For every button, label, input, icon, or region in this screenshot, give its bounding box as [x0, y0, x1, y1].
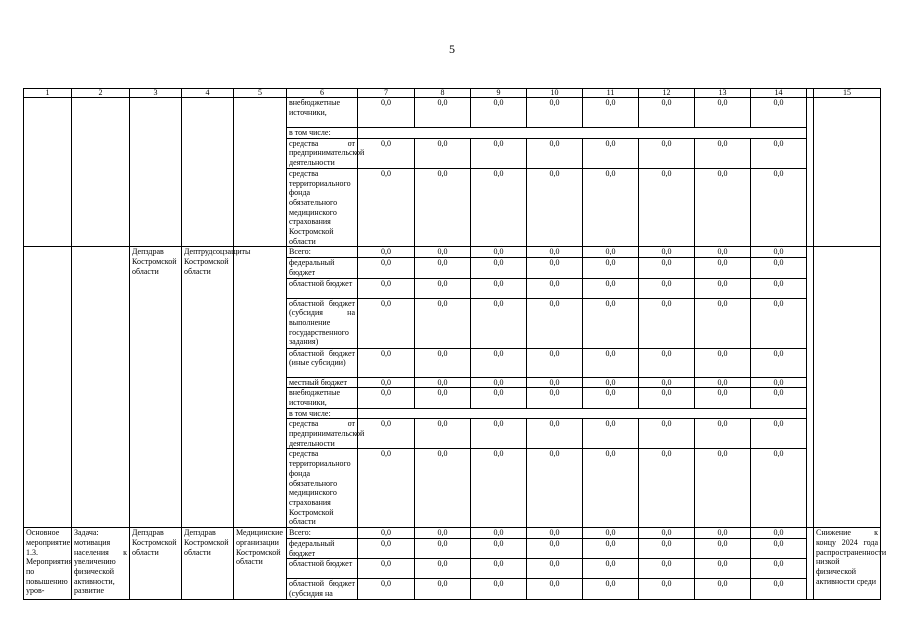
- value-cell: 0,0: [751, 298, 807, 348]
- value-cell: 0,0: [639, 419, 695, 449]
- value-cell: 0,0: [695, 538, 751, 558]
- value-cell: 0,0: [471, 419, 527, 449]
- column-header: 3: [130, 89, 182, 98]
- header-row: [24, 89, 881, 98]
- value-cell: 0,0: [639, 449, 695, 528]
- funding-source: федеральный бюджет: [287, 538, 358, 558]
- value-cell: 0,0: [358, 247, 415, 258]
- value-cell: 0,0: [527, 258, 583, 278]
- value-cell: 0,0: [358, 559, 415, 579]
- value-cell: 0,0: [695, 298, 751, 348]
- task: [72, 98, 130, 247]
- result-cell: [814, 98, 881, 247]
- funding-source: внебюджетные источники,: [287, 98, 358, 128]
- value-cell: 0,0: [583, 528, 639, 539]
- value-cell: 0,0: [583, 247, 639, 258]
- value-cell: 0,0: [695, 579, 751, 599]
- value-cell: 0,0: [751, 579, 807, 599]
- value-cell: 0,0: [695, 247, 751, 258]
- value-cell: 0,0: [415, 247, 471, 258]
- value-cell: 0,0: [358, 377, 415, 388]
- value-cell: 0,0: [471, 138, 527, 168]
- value-cell: 0,0: [527, 528, 583, 539]
- value-cell: 0,0: [583, 348, 639, 377]
- value-cell: 0,0: [358, 298, 415, 348]
- column-header: 13: [695, 89, 751, 98]
- column-header: 4: [182, 89, 234, 98]
- participant: [234, 247, 287, 528]
- value-cell: 0,0: [471, 377, 527, 388]
- value-cell: 0,0: [639, 559, 695, 579]
- value-cell: 0,0: [583, 538, 639, 558]
- value-cell: 0,0: [639, 278, 695, 298]
- column-header: 6: [287, 89, 358, 98]
- value-cell: 0,0: [527, 278, 583, 298]
- value-cell: 0,0: [358, 168, 415, 247]
- co-executor: Дептрудсоцзащиты Костромской области: [182, 247, 234, 528]
- value-cell: 0,0: [695, 278, 751, 298]
- value-cell: 0,0: [471, 538, 527, 558]
- funding-source: областной бюджет: [287, 278, 358, 298]
- funding-source: областной бюджет (субсидия на выполнение государственного задания): [287, 298, 358, 348]
- value-cell: 0,0: [695, 348, 751, 377]
- value-cell: 0,0: [471, 388, 527, 408]
- event-name: [24, 247, 72, 528]
- funding-source: местный бюджет: [287, 377, 358, 388]
- value-cell: 0,0: [751, 138, 807, 168]
- value-cell: 0,0: [415, 348, 471, 377]
- empty-values: [358, 128, 807, 139]
- value-cell: 0,0: [415, 377, 471, 388]
- value-cell: 0,0: [358, 449, 415, 528]
- value-cell: 0,0: [583, 419, 639, 449]
- value-cell: 0,0: [527, 388, 583, 408]
- value-cell: 0,0: [639, 377, 695, 388]
- value-cell: 0,0: [471, 258, 527, 278]
- value-cell: 0,0: [527, 298, 583, 348]
- column-header: 8: [415, 89, 471, 98]
- participant: Медицинские организации Костромской области: [234, 528, 287, 600]
- value-cell: 0,0: [695, 377, 751, 388]
- value-cell: 0,0: [415, 138, 471, 168]
- value-cell: 0,0: [583, 449, 639, 528]
- value-cell: 0,0: [415, 579, 471, 599]
- value-cell: 0,0: [415, 298, 471, 348]
- value-cell: 0,0: [415, 528, 471, 539]
- value-cell: 0,0: [527, 559, 583, 579]
- funding-source: средства от предпринимательской деятельности: [287, 419, 358, 449]
- value-cell: 0,0: [358, 278, 415, 298]
- value-cell: 0,0: [471, 98, 527, 128]
- value-cell: 0,0: [639, 138, 695, 168]
- value-cell: 0,0: [358, 528, 415, 539]
- value-cell: 0,0: [751, 449, 807, 528]
- value-cell: 0,0: [358, 138, 415, 168]
- column-header: 9: [471, 89, 527, 98]
- value-cell: 0,0: [583, 168, 639, 247]
- value-cell: 0,0: [751, 388, 807, 408]
- value-cell: 0,0: [358, 348, 415, 377]
- value-cell: 0,0: [639, 528, 695, 539]
- value-cell: 0,0: [639, 388, 695, 408]
- value-cell: 0,0: [471, 559, 527, 579]
- value-cell: 0,0: [751, 98, 807, 128]
- value-cell: 0,0: [751, 168, 807, 247]
- task: [72, 247, 130, 528]
- column-header: 1: [24, 89, 72, 98]
- value-cell: 0,0: [527, 419, 583, 449]
- column-gap: [807, 89, 814, 98]
- value-cell: 0,0: [415, 168, 471, 247]
- value-cell: 0,0: [583, 579, 639, 599]
- value-cell: 0,0: [415, 559, 471, 579]
- value-cell: 0,0: [471, 168, 527, 247]
- value-cell: 0,0: [471, 528, 527, 539]
- value-cell: 0,0: [695, 168, 751, 247]
- value-cell: 0,0: [527, 377, 583, 388]
- value-cell: 0,0: [751, 377, 807, 388]
- column-header: 10: [527, 89, 583, 98]
- value-cell: 0,0: [358, 579, 415, 599]
- column-header: 11: [583, 89, 639, 98]
- value-cell: 0,0: [527, 247, 583, 258]
- value-cell: 0,0: [695, 528, 751, 539]
- value-cell: 0,0: [527, 579, 583, 599]
- expected-result: Снижение к концу 2024 года распространенности низкой физической активности среди: [814, 528, 881, 600]
- value-cell: 0,0: [527, 98, 583, 128]
- funding-source: в том числе:: [287, 128, 358, 139]
- value-cell: 0,0: [583, 138, 639, 168]
- value-cell: 0,0: [471, 579, 527, 599]
- value-cell: 0,0: [415, 419, 471, 449]
- funding-source: внебюджетные источники,: [287, 388, 358, 408]
- budget-table: [23, 88, 887, 600]
- value-cell: 0,0: [639, 538, 695, 558]
- column-header: 7: [358, 89, 415, 98]
- column-gap: [807, 528, 814, 600]
- value-cell: 0,0: [471, 298, 527, 348]
- value-cell: 0,0: [415, 258, 471, 278]
- responsible: [130, 98, 182, 247]
- column-gap: [807, 98, 814, 247]
- value-cell: 0,0: [415, 449, 471, 528]
- funding-source: средства территориального фонда обязательного медицинского страхования Костромской области: [287, 168, 358, 247]
- table-row: [24, 247, 881, 258]
- value-cell: 0,0: [695, 138, 751, 168]
- funding-source: средства от предпринимательской деятельности: [287, 138, 358, 168]
- value-cell: 0,0: [751, 348, 807, 377]
- co-executor: [182, 98, 234, 247]
- value-cell: 0,0: [527, 138, 583, 168]
- value-cell: 0,0: [527, 449, 583, 528]
- funding-source: областной бюджет (иные субсидии): [287, 348, 358, 377]
- value-cell: 0,0: [527, 168, 583, 247]
- value-cell: 0,0: [751, 278, 807, 298]
- value-cell: 0,0: [639, 579, 695, 599]
- value-cell: 0,0: [527, 348, 583, 377]
- task: Задача: мотивация населения к увеличению физической активности, развитие: [72, 528, 130, 600]
- funding-source: областной бюджет: [287, 559, 358, 579]
- page-number: 5: [449, 42, 455, 56]
- responsible-executor: Депздрав Костромской области: [130, 247, 182, 528]
- value-cell: 0,0: [751, 559, 807, 579]
- funding-source: в том числе:: [287, 408, 358, 419]
- empty-values: [358, 408, 807, 419]
- value-cell: 0,0: [695, 388, 751, 408]
- table-row: [24, 98, 881, 128]
- value-cell: 0,0: [751, 528, 807, 539]
- value-cell: 0,0: [639, 247, 695, 258]
- value-cell: 0,0: [527, 538, 583, 558]
- value-cell: 0,0: [751, 538, 807, 558]
- column-gap: [807, 247, 814, 528]
- value-cell: 0,0: [751, 258, 807, 278]
- value-cell: 0,0: [358, 538, 415, 558]
- value-cell: 0,0: [695, 98, 751, 128]
- value-cell: 0,0: [471, 449, 527, 528]
- value-cell: 0,0: [415, 98, 471, 128]
- value-cell: 0,0: [639, 98, 695, 128]
- value-cell: 0,0: [471, 348, 527, 377]
- value-cell: 0,0: [751, 247, 807, 258]
- value-cell: 0,0: [358, 419, 415, 449]
- value-cell: 0,0: [695, 258, 751, 278]
- value-cell: 0,0: [583, 298, 639, 348]
- funding-source: Всего:: [287, 247, 358, 258]
- funding-source: средства территориального фонда обязательного медицинского страхования Костромской области: [287, 449, 358, 528]
- co-executor: Депздрав Костромской области: [182, 528, 234, 600]
- value-cell: 0,0: [695, 449, 751, 528]
- value-cell: 0,0: [695, 559, 751, 579]
- column-header: 15: [814, 89, 881, 98]
- value-cell: 0,0: [695, 419, 751, 449]
- value-cell: 0,0: [639, 348, 695, 377]
- result-cell: [814, 247, 881, 528]
- funding-source: областной бюджет (субсидия на: [287, 579, 358, 599]
- value-cell: 0,0: [415, 538, 471, 558]
- value-cell: 0,0: [583, 278, 639, 298]
- funding-source: Всего:: [287, 528, 358, 539]
- value-cell: 0,0: [358, 258, 415, 278]
- column-header: 12: [639, 89, 695, 98]
- value-cell: 0,0: [583, 377, 639, 388]
- table-row: [24, 528, 881, 539]
- value-cell: 0,0: [471, 247, 527, 258]
- participant: [234, 98, 287, 247]
- value-cell: 0,0: [358, 388, 415, 408]
- value-cell: 0,0: [639, 168, 695, 247]
- value-cell: 0,0: [639, 298, 695, 348]
- value-cell: 0,0: [639, 258, 695, 278]
- value-cell: 0,0: [358, 98, 415, 128]
- event-name: Основное мероприятие 1.3. Мероприятия по повышению уров-: [24, 528, 72, 600]
- value-cell: 0,0: [471, 278, 527, 298]
- value-cell: 0,0: [415, 278, 471, 298]
- value-cell: 0,0: [583, 258, 639, 278]
- column-header: 5: [234, 89, 287, 98]
- value-cell: 0,0: [583, 98, 639, 128]
- value-cell: 0,0: [415, 388, 471, 408]
- funding-source: федеральный бюджет: [287, 258, 358, 278]
- column-header: 14: [751, 89, 807, 98]
- value-cell: 0,0: [583, 559, 639, 579]
- value-cell: 0,0: [751, 419, 807, 449]
- responsible-executor: Депздрав Костромской области: [130, 528, 182, 600]
- value-cell: 0,0: [583, 388, 639, 408]
- event-name: [24, 98, 72, 247]
- column-header: 2: [72, 89, 130, 98]
